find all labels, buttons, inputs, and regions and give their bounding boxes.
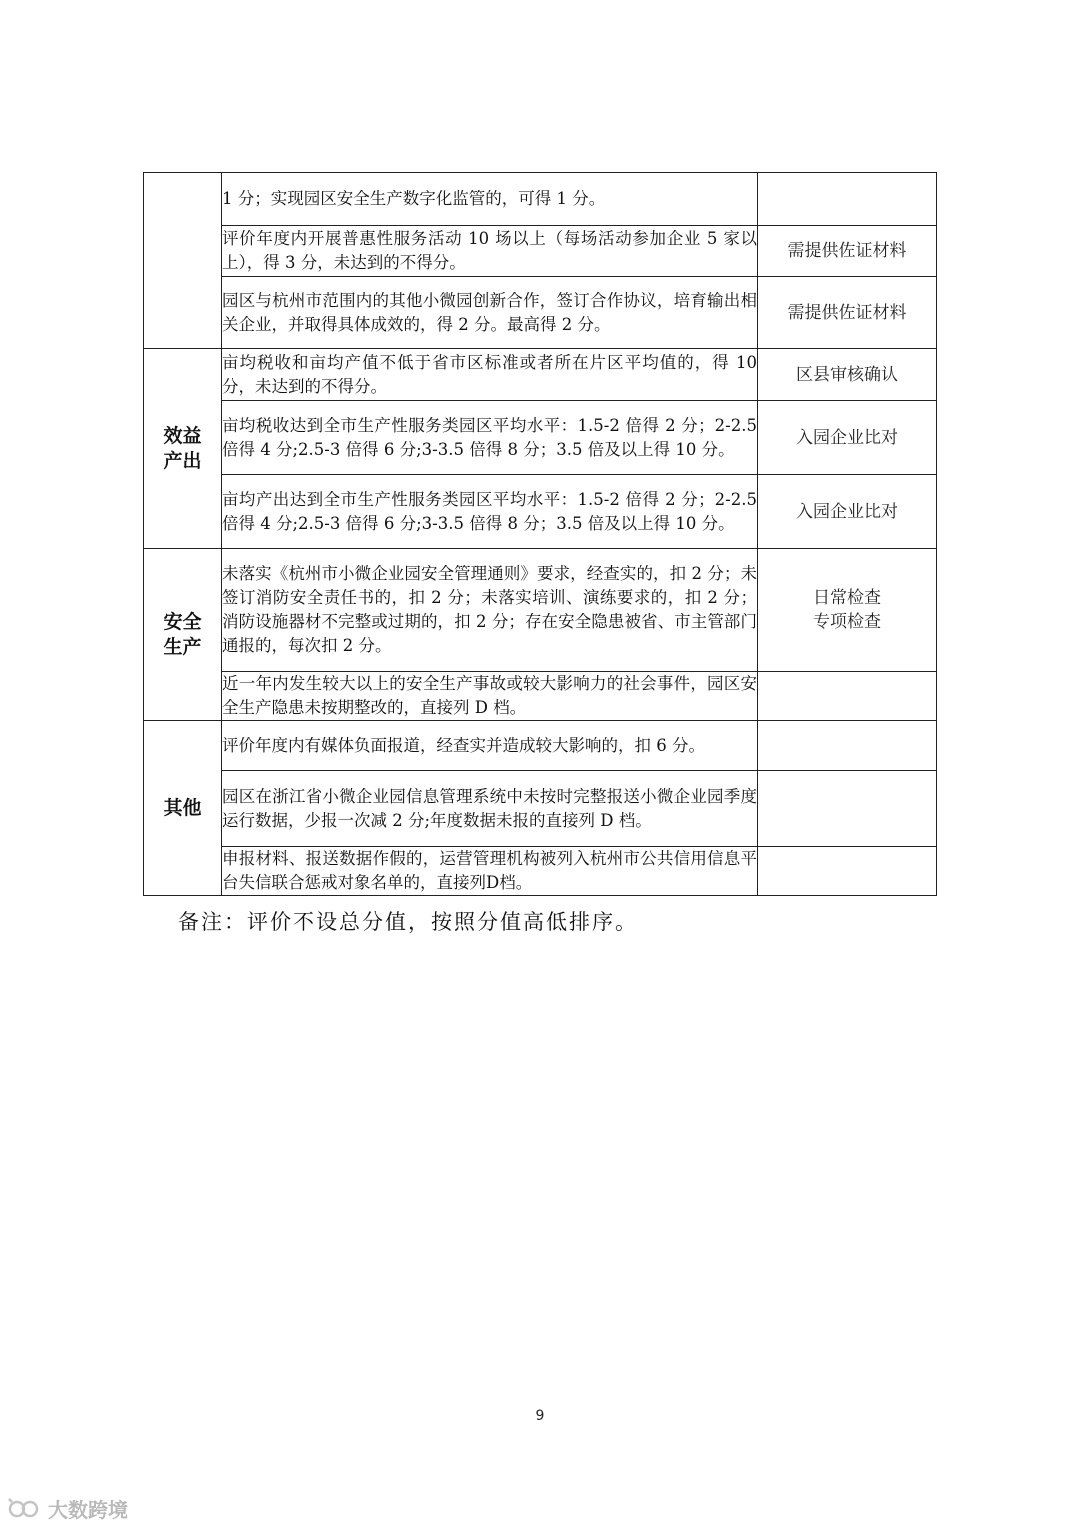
table-row bbox=[144, 549, 937, 672]
verification-cell bbox=[758, 771, 937, 847]
category-label: 安全生产 bbox=[163, 610, 202, 658]
criterion-text: 1 分；实现园区安全生产数字化监管的，可得 1 分。 bbox=[222, 173, 758, 226]
table-row bbox=[144, 277, 937, 349]
criterion-text: 近一年内发生较大以上的安全生产事故或较大影响力的社会事件，园区安全生产隐患未按期整改的，直接列 D 档。 bbox=[222, 672, 758, 721]
verification-cell: 需提供佐证材料 bbox=[758, 277, 937, 349]
verification-cell bbox=[758, 173, 937, 226]
evaluation-table bbox=[143, 172, 937, 896]
table-row bbox=[144, 349, 937, 401]
verification-cell bbox=[758, 549, 937, 672]
table-row bbox=[144, 672, 937, 721]
criterion-text: 园区在浙江省小微企业园信息管理系统中未按时完整报送小微企业园季度运行数据，少报一次减 2 分;年度数据未报的直接列 D 档。 bbox=[222, 771, 758, 847]
verification-line: 日常检查 bbox=[813, 588, 881, 608]
verification-cell bbox=[758, 847, 937, 896]
verification-cell bbox=[758, 672, 937, 721]
watermark bbox=[8, 1494, 128, 1523]
criterion-text: 亩均产出达到全市生产性服务类园区平均水平：1.5-2 倍得 2 分；2-2.5 倍得 4 分;2.5-3 倍得 6 分;3-3.5 倍得 8 分；3.5 倍及以上得 10 分。 bbox=[222, 475, 758, 549]
table-row bbox=[144, 401, 937, 475]
category-other bbox=[144, 721, 222, 896]
table-row bbox=[144, 847, 937, 896]
verification-cell: 入园企业比对 bbox=[758, 401, 937, 475]
criterion-text: 评价年度内开展普惠性服务活动 10 场以上（每场活动参加企业 5 家以上），得 3 分，未达到的不得分。 bbox=[222, 226, 758, 277]
category-cell-prev bbox=[144, 173, 222, 349]
verification-cell: 区县审核确认 bbox=[758, 349, 937, 401]
category-label: 其他 bbox=[163, 796, 202, 819]
category-label: 效益产出 bbox=[163, 424, 202, 472]
verification-cell bbox=[758, 721, 937, 771]
watermark-text: 大数跨境 bbox=[48, 1498, 128, 1522]
criterion-text: 评价年度内有媒体负面报道，经查实并造成较大影响的，扣 6 分。 bbox=[222, 721, 758, 771]
table-row bbox=[144, 721, 937, 771]
verification-line: 专项检查 bbox=[813, 612, 881, 632]
criterion-text: 申报材料、报送数据作假的，运营管理机构被列入杭州市公共信用信息平台失信联合惩戒对象名单的，直接列D档。 bbox=[222, 847, 758, 896]
verification-cell: 入园企业比对 bbox=[758, 475, 937, 549]
category-safety bbox=[144, 549, 222, 721]
criterion-text: 未落实《杭州市小微企业园安全管理通则》要求，经查实的，扣 2 分；未签订消防安全责任书的，扣 2 分；未落实培训、演练要求的，扣 2 分；消防设施器材不完整或过期的，扣 2 分；存在安全隐患被省、市主管部门通报的，每次扣 2 分。 bbox=[222, 549, 758, 672]
category-benefit bbox=[144, 349, 222, 549]
table-row bbox=[144, 173, 937, 226]
criterion-text: 亩均税收和亩均产值不低于省市区标准或者所在片区平均值的，得 10 分，未达到的不得分。 bbox=[222, 349, 758, 401]
table-row bbox=[144, 475, 937, 549]
criterion-text: 园区与杭州市范围内的其他小微园创新合作，签订合作协议，培育输出相关企业，并取得具体成效的，得 2 分。最高得 2 分。 bbox=[222, 277, 758, 349]
page-number: 9 bbox=[535, 1408, 545, 1424]
watermark-logo-icon bbox=[8, 1498, 42, 1520]
remark-note: 备注：评价不设总分值，按照分值高低排序。 bbox=[178, 910, 638, 934]
verification-cell: 需提供佐证材料 bbox=[758, 226, 937, 277]
table-row bbox=[144, 771, 937, 847]
table-row bbox=[144, 226, 937, 277]
criterion-text: 亩均税收达到全市生产性服务类园区平均水平：1.5-2 倍得 2 分；2-2.5 倍得 4 分;2.5-3 倍得 6 分;3-3.5 倍得 8 分；3.5 倍及以上得 10 分。 bbox=[222, 401, 758, 475]
